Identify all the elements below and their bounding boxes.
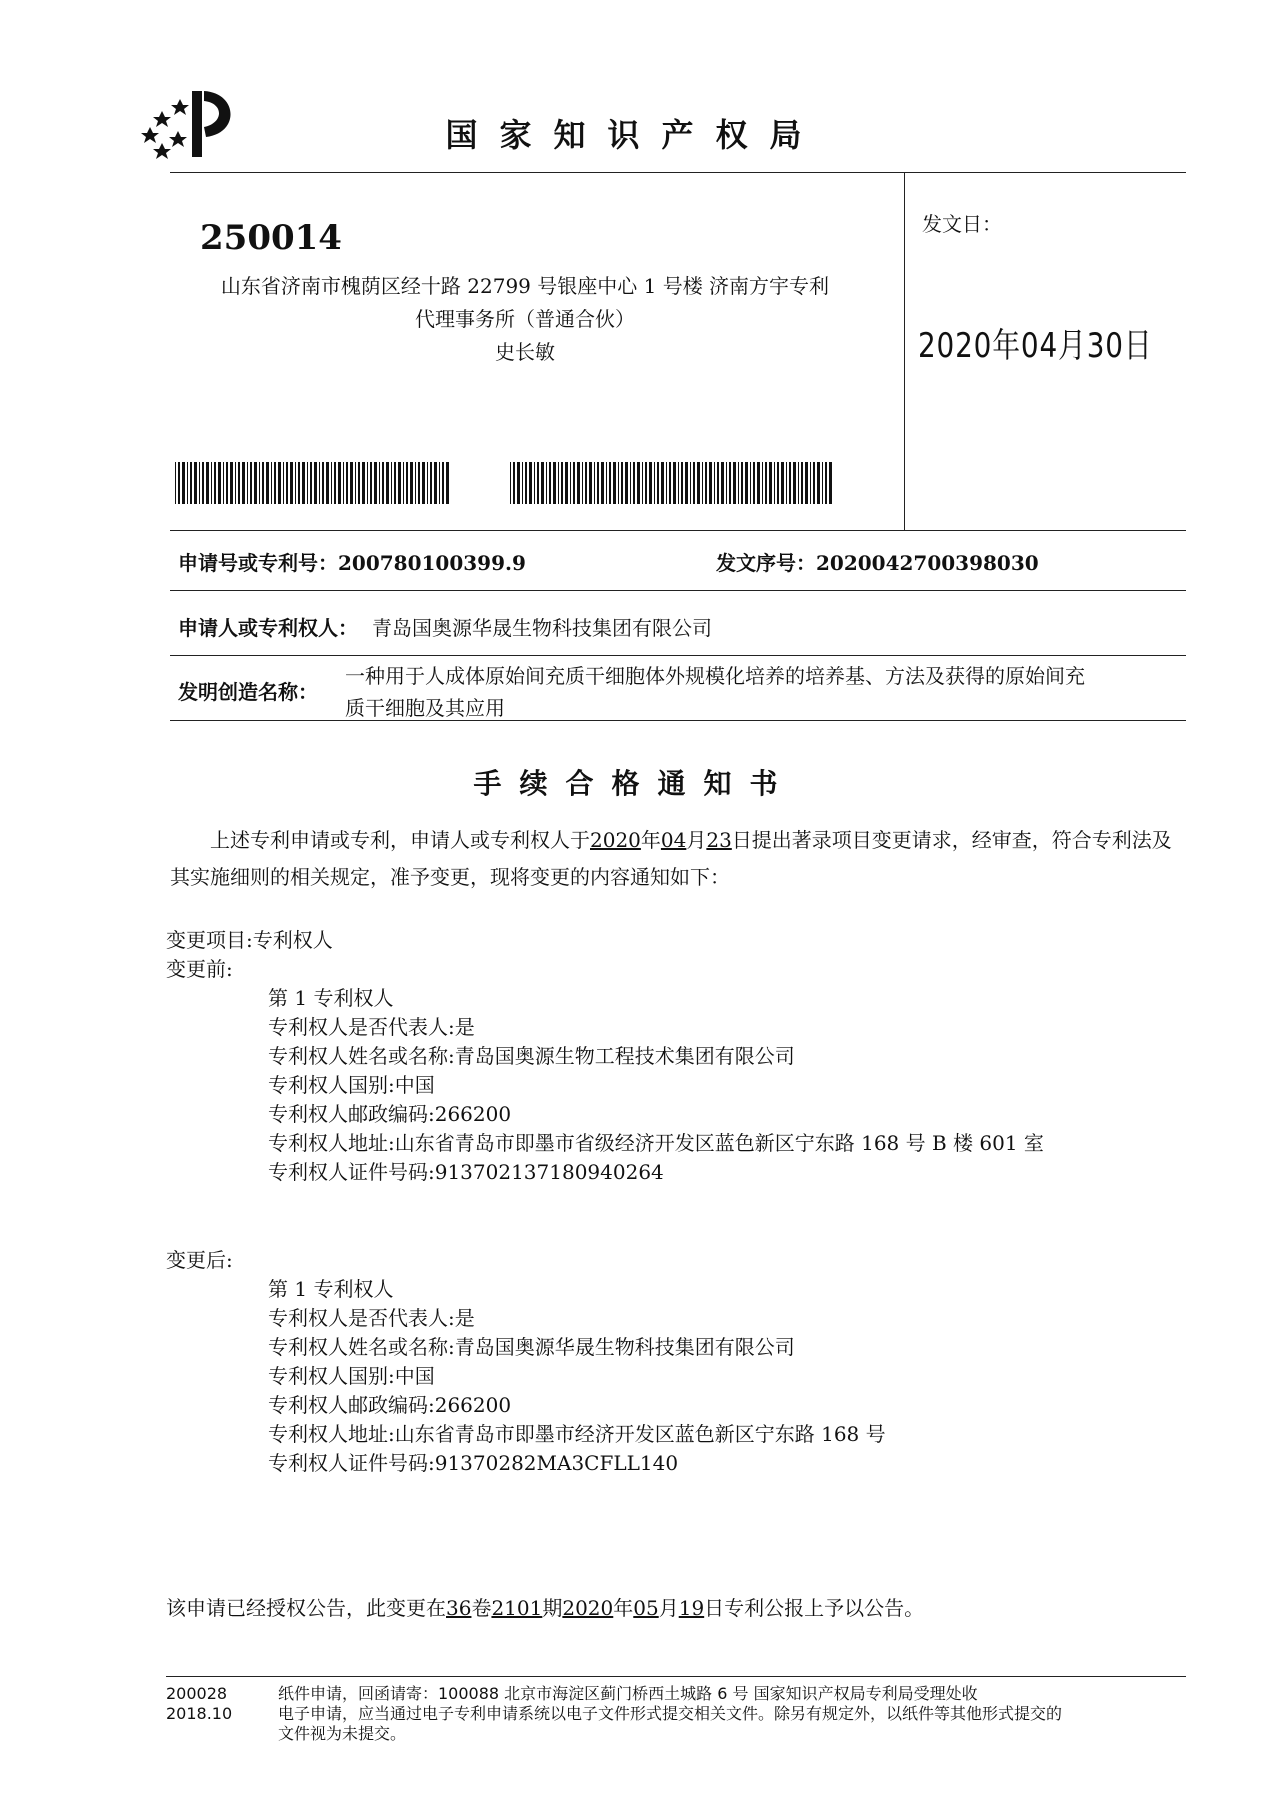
date-column-divider — [904, 172, 905, 530]
barcode-bar — [211, 462, 212, 504]
request-month-unit: 月 — [686, 828, 707, 852]
barcode-bar — [666, 462, 667, 504]
form-code: 200028 — [166, 1684, 228, 1703]
after-list — [268, 1275, 886, 1478]
barcode-bar — [777, 462, 779, 504]
before-item: 专利权人邮政编码:266200 — [268, 1102, 512, 1126]
publication-month: 05 — [633, 1596, 659, 1620]
barcode-bar — [597, 462, 599, 504]
barcode-bar — [262, 462, 264, 504]
gazette-volume: 36 — [446, 1596, 472, 1620]
invention-title-line-2: 质干细胞及其应用 — [345, 696, 505, 720]
applicant-label: 申请人或专利权人： — [178, 616, 358, 640]
barcode-bar — [537, 462, 539, 504]
before-item: 专利权人国别:中国 — [268, 1073, 435, 1097]
barcode-bar — [705, 462, 707, 504]
barcode-bar — [810, 462, 811, 504]
barcode-bar — [286, 462, 288, 504]
barcode-bar — [798, 462, 799, 504]
barcode-bar — [765, 462, 767, 504]
barcode-bar — [367, 462, 368, 504]
notice-intro — [170, 822, 1186, 896]
barcode-bar — [762, 462, 763, 504]
barcode-bar — [218, 462, 221, 504]
serial-number: 2020042700398030 — [816, 551, 1039, 575]
barcode-bar — [295, 462, 296, 504]
after-item: 专利权人证件号码:91370282MA3CFLL140 — [268, 1451, 679, 1475]
footer-line-1: 纸件申请，回函请寄：100088 北京市海淀区蓟门桥西土城路 6 号 国家知识产权局专利局受理处收 — [278, 1684, 978, 1703]
barcode-bar — [621, 462, 623, 504]
barcode-bar — [522, 462, 523, 504]
barcode-bar — [793, 462, 796, 504]
barcode-bar — [178, 462, 180, 504]
barcode-bar — [573, 462, 575, 504]
barcode-bar — [786, 462, 787, 504]
barcode-bar — [577, 462, 580, 504]
before-item: 专利权人是否代表人:是 — [268, 1015, 475, 1039]
barcode-bar — [546, 462, 547, 504]
address-line-2: 代理事务所（普通合伙） — [415, 307, 635, 331]
barcode-bar — [745, 462, 748, 504]
barcode-bar — [394, 462, 396, 504]
after-item: 专利权人姓名或名称:青岛国奥源华晟生物科技集团有限公司 — [268, 1335, 795, 1359]
barcode-bar — [338, 462, 341, 504]
barcode-bar — [202, 462, 204, 504]
final-a: 该申请已经授权公告，此变更在 — [166, 1596, 446, 1620]
barcode-bar — [194, 462, 197, 504]
barcode-bar — [410, 462, 413, 504]
intro-a: 上述专利申请或专利，申请人或专利权人于 — [210, 828, 590, 852]
barcode-bar — [801, 462, 803, 504]
barcode-bar — [649, 462, 652, 504]
barcode-bar — [750, 462, 751, 504]
barcode-bar — [259, 462, 260, 504]
barcode-bar — [565, 462, 568, 504]
barcode-bar — [278, 462, 281, 504]
gazette-volume-unit: 卷 — [471, 1596, 492, 1620]
barcode-bar — [226, 462, 228, 504]
barcode-bar — [673, 462, 676, 504]
barcode-bar — [322, 462, 324, 504]
barcode-bar — [362, 462, 365, 504]
after-label: 变更后: — [166, 1248, 233, 1272]
barcode-bar — [422, 462, 425, 504]
barcode-bar — [757, 462, 760, 504]
barcode-bar — [238, 462, 240, 504]
final-b: 日专利公报上予以公告。 — [704, 1596, 925, 1620]
barcode-bar — [230, 462, 233, 504]
invention-label: 发明创造名称： — [178, 680, 318, 704]
publication-year: 2020 — [562, 1596, 614, 1620]
barcode-bar — [717, 462, 719, 504]
footer-rule — [166, 1676, 1186, 1677]
barcode-bar — [302, 462, 305, 504]
barcode-bar — [534, 462, 535, 504]
top-rule — [170, 172, 1186, 173]
form-date: 2018.10 — [166, 1704, 233, 1723]
barcode-bar — [805, 462, 808, 504]
barcode-bar — [346, 462, 348, 504]
barcode-bar — [247, 462, 248, 504]
issue-date-value: 2020年04月30日 — [918, 326, 1153, 366]
barcode-bar — [541, 462, 544, 504]
applicant-name: 青岛国奥源华晟生物科技集团有限公司 — [372, 616, 712, 640]
barcode-bar — [697, 462, 700, 504]
barcode-bar — [307, 462, 308, 504]
barcode-bar — [517, 462, 520, 504]
address-line-1: 山东省济南市槐荫区经十路 22799 号银座中心 1 号楼 济南方宇专利 — [220, 274, 830, 298]
barcode-bar — [733, 462, 736, 504]
application-number-label: 申请号或专利号： — [178, 551, 338, 575]
barcode-bar — [669, 462, 671, 504]
barcode-bar — [570, 462, 571, 504]
after-item: 专利权人地址:山东省青岛市即墨市经济开发区蓝色新区宁东路 168 号 — [268, 1422, 886, 1446]
barcode-bar — [594, 462, 595, 504]
change-item: 变更项目:专利权人 — [166, 928, 333, 952]
barcode-bar — [601, 462, 604, 504]
barcode-left — [175, 462, 455, 504]
application-number: 200780100399.9 — [338, 551, 526, 575]
barcode-bar — [702, 462, 703, 504]
rule-3 — [170, 655, 1186, 656]
applicant-row — [178, 612, 712, 641]
barcode-bar — [589, 462, 592, 504]
barcode-bar — [678, 462, 679, 504]
before-list — [268, 984, 1044, 1187]
barcode-bar — [613, 462, 616, 504]
barcode-bar — [825, 462, 827, 504]
rule-2 — [170, 590, 1186, 591]
barcode-bar — [813, 462, 815, 504]
barcode-bar — [434, 462, 437, 504]
barcode-bar — [343, 462, 344, 504]
barcode-bar — [386, 462, 389, 504]
barcode-bar — [822, 462, 823, 504]
after-item: 专利权人是否代表人:是 — [268, 1306, 475, 1330]
barcode-bar — [769, 462, 772, 504]
request-year-unit: 年 — [640, 828, 661, 852]
barcode-bar — [254, 462, 257, 504]
barcode-bar — [721, 462, 724, 504]
barcode-bar — [391, 462, 392, 504]
barcode-bar — [403, 462, 404, 504]
barcode-bar — [609, 462, 611, 504]
barcode-bar — [685, 462, 688, 504]
barcode-bar — [274, 462, 276, 504]
barcode-bar — [729, 462, 731, 504]
barcode-bar — [525, 462, 527, 504]
barcode-bar — [529, 462, 532, 504]
barcode-bar — [510, 462, 511, 504]
barcode-bar — [358, 462, 360, 504]
barcode-bar — [582, 462, 583, 504]
barcode-bar — [625, 462, 628, 504]
barcode-bar — [714, 462, 715, 504]
publication-statement — [166, 1594, 924, 1623]
gazette-issue: 2101 — [491, 1596, 543, 1620]
barcode-bar — [283, 462, 284, 504]
barcode-bar — [187, 462, 188, 504]
barcode-bar — [271, 462, 272, 504]
barcode-bar — [242, 462, 245, 504]
before-item: 专利权人地址:山东省青岛市即墨市省级经济开发区蓝色新区宁东路 168 号 B 楼 601 室 — [268, 1131, 1044, 1155]
barcode-bar — [558, 462, 559, 504]
footer-line-2: 电子申请，应当通过电子专利申请系统以电子文件形式提交相关文件。除另有规定外，以纸件等其他形式提交的 — [278, 1704, 1063, 1723]
barcode-bar — [513, 462, 515, 504]
barcode-bar — [374, 462, 377, 504]
publication-day: 19 — [678, 1596, 705, 1620]
barcode-bar — [319, 462, 320, 504]
barcode-bar — [382, 462, 384, 504]
footer-line-3: 文件视为未提交。 — [278, 1724, 407, 1743]
barcode-bar — [774, 462, 775, 504]
barcode-bar — [553, 462, 556, 504]
barcode-bar — [406, 462, 408, 504]
form-code-block — [166, 1684, 232, 1724]
recipient-postcode: 250014 — [200, 218, 342, 258]
notice-title: 手续合格通知书 — [473, 767, 796, 800]
barcode-bar — [418, 462, 420, 504]
barcode-bar — [266, 462, 269, 504]
barcode-bar — [223, 462, 224, 504]
barcode-bar — [637, 462, 640, 504]
request-day: 23 — [706, 828, 732, 852]
request-month: 04 — [660, 828, 687, 852]
barcode-bar — [199, 462, 200, 504]
barcode-bar — [442, 462, 444, 504]
barcode-bar — [334, 462, 336, 504]
serial-number-row — [716, 547, 1039, 576]
barcode-bar — [633, 462, 635, 504]
barcode-bar — [829, 462, 832, 504]
barcode-bar — [331, 462, 332, 504]
barcode-bar — [290, 462, 293, 504]
after-item: 专利权人国别:中国 — [268, 1364, 435, 1388]
barcode-bar — [182, 462, 185, 504]
publication-month-unit: 月 — [658, 1596, 679, 1620]
barcode-bar — [314, 462, 317, 504]
before-item: 专利权人姓名或名称:青岛国奥源生物工程技术集团有限公司 — [268, 1044, 795, 1068]
barcode-bar — [642, 462, 643, 504]
recipient-address — [185, 270, 865, 369]
barcode-bar — [415, 462, 416, 504]
barcode-bar — [298, 462, 300, 504]
barcode-bar — [310, 462, 312, 504]
barcode-bar — [190, 462, 192, 504]
barcode-bar — [235, 462, 236, 504]
barcode-bar — [561, 462, 563, 504]
barcode-bar — [618, 462, 619, 504]
barcode-bar — [817, 462, 820, 504]
before-item: 专利权人证件号码:913702137180940264 — [268, 1160, 664, 1184]
barcode-bar — [753, 462, 755, 504]
barcode-right — [510, 462, 840, 504]
serial-number-label: 发文序号： — [716, 551, 816, 575]
barcode-bar — [379, 462, 380, 504]
barcode-bar — [427, 462, 428, 504]
barcode-bar — [657, 462, 659, 504]
barcode-bar — [606, 462, 607, 504]
barcode-bar — [630, 462, 631, 504]
barcode-bar — [350, 462, 353, 504]
barcode-bar — [446, 462, 449, 504]
rule-1 — [170, 530, 1186, 531]
barcode-bar — [741, 462, 743, 504]
before-item: 第 1 专利权人 — [268, 986, 394, 1010]
barcode-bar — [250, 462, 252, 504]
request-year: 2020 — [590, 828, 641, 852]
barcode-bar — [789, 462, 791, 504]
barcode-bar — [738, 462, 739, 504]
publication-year-unit: 年 — [613, 1596, 634, 1620]
barcode-bar — [709, 462, 712, 504]
after-item: 第 1 专利权人 — [268, 1277, 394, 1301]
barcode-bar — [326, 462, 329, 504]
after-item: 专利权人邮政编码:266200 — [268, 1393, 512, 1417]
barcode-bar — [430, 462, 432, 504]
recipient-name: 史长敏 — [495, 340, 555, 364]
barcode-bar — [398, 462, 401, 504]
barcode-bar — [645, 462, 647, 504]
barcode-bar — [206, 462, 209, 504]
intro-b: 日提出著录项目变更请求，经审查，符合专利法及其实施细则的相关规定，准予变更，现将变更的内容通知如下： — [170, 828, 1172, 889]
barcode-bar — [214, 462, 216, 504]
gazette-issue-unit: 期 — [542, 1596, 563, 1620]
barcode-bar — [175, 462, 176, 504]
issue-date-label: 发文日： — [922, 212, 1002, 236]
barcode-bar — [681, 462, 683, 504]
barcode-bar — [370, 462, 372, 504]
barcode-bar — [439, 462, 440, 504]
barcode-bar — [693, 462, 695, 504]
barcode-bar — [690, 462, 691, 504]
footer-notes — [278, 1684, 1188, 1744]
application-number-row — [178, 547, 526, 576]
barcode-bar — [661, 462, 664, 504]
barcode-bar — [585, 462, 587, 504]
invention-title — [345, 660, 1085, 724]
barcode-bar — [781, 462, 784, 504]
barcode-bar — [726, 462, 727, 504]
office-name: 国家知识产权局 — [445, 116, 824, 154]
before-label: 变更前: — [166, 957, 233, 981]
barcode-bar — [654, 462, 655, 504]
invention-title-line-1: 一种用于人成体原始间充质干细胞体外规模化培养的培养基、方法及获得的原始间充 — [345, 664, 1085, 688]
barcode-bar — [549, 462, 551, 504]
barcode-bar — [355, 462, 356, 504]
